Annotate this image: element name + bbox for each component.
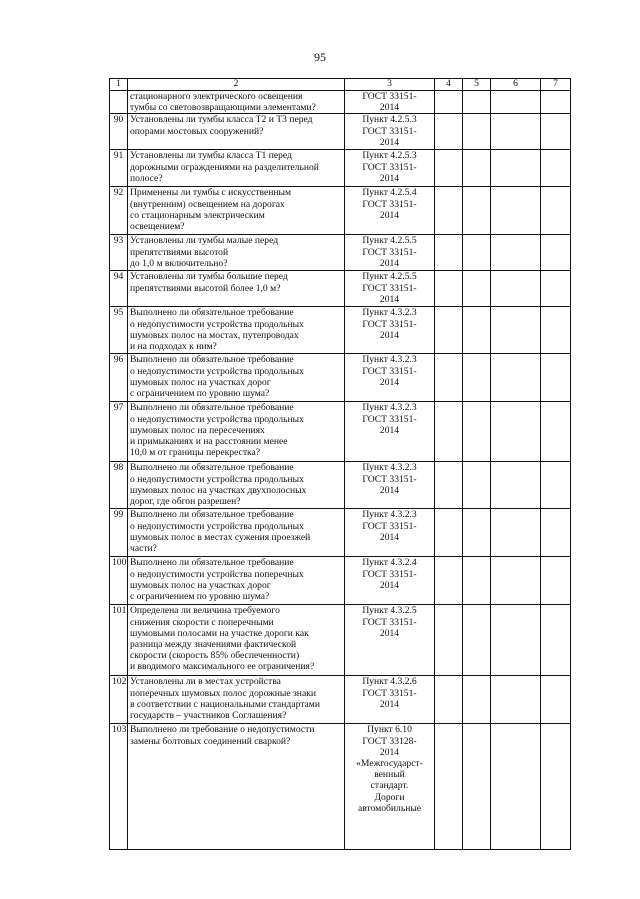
row-number: 98	[110, 462, 128, 509]
row-number	[110, 91, 128, 114]
row-number: 99	[110, 509, 128, 557]
answer-cell	[463, 354, 491, 402]
answer-cell	[541, 271, 571, 307]
header-col-5: 5	[463, 79, 491, 91]
answer-cell	[435, 402, 463, 462]
table-row	[110, 91, 571, 114]
header-col-1: 1	[110, 79, 128, 91]
answer-cell	[491, 676, 541, 724]
row-question: Определена ли величина требуемого снижения скорости с поперечными шумовыми полосами на участке дороги как разница между значениями фактической скорости (скорость 85% обеспеченности) и вводимого максимального ее ограничения?	[128, 605, 345, 676]
row-question: Установлены ли тумбы класса Т2 и Т3 перед опорами мостовых сооружений?	[128, 114, 345, 150]
table-row	[110, 605, 571, 676]
row-reference: Пункт 6.10 ГОСТ 33128- 2014 «Межгосударст- венный стандарт. Дороги автомобильные	[345, 724, 435, 850]
row-number: 94	[110, 271, 128, 307]
answer-cell	[541, 235, 571, 271]
header-col-6: 6	[491, 79, 541, 91]
answer-cell	[463, 557, 491, 605]
row-question: Выполнено ли обязательное требование о недопустимости устройства продольных шумовых полос на участках двухполосных дорог, где обгон разрешен?	[128, 462, 345, 509]
answer-cell	[463, 724, 491, 850]
answer-cell	[491, 605, 541, 676]
row-reference: Пункт 4.2.5.3 ГОСТ 33151- 2014	[345, 114, 435, 150]
row-number: 93	[110, 235, 128, 271]
row-question: Установлены ли в местах устройства поперечных шумовых полос дорожные знаки в соответствии с национальными стандартами государств – участников Соглашения?	[128, 676, 345, 724]
row-question: стационарного электрического освещения тумбы со световозвращающими элементами?	[128, 91, 345, 114]
answer-cell	[491, 402, 541, 462]
answer-cell	[491, 354, 541, 402]
row-question: Установлены ли тумбы класса Т1 перед дорожными ограждениями на разделительной полосе?	[128, 150, 345, 187]
row-question: Установлены ли тумбы малые перед препятствиями высотой до 1,0 м включительно?	[128, 235, 345, 271]
row-number: 92	[110, 187, 128, 235]
answer-cell	[541, 462, 571, 509]
table-row	[110, 462, 571, 509]
row-reference: ГОСТ 33151- 2014	[345, 91, 435, 114]
answer-cell	[435, 307, 463, 354]
row-reference: Пункт 4.3.2.3 ГОСТ 33151- 2014	[345, 402, 435, 462]
table-row	[110, 271, 571, 307]
row-number: 102	[110, 676, 128, 724]
row-question: Выполнено ли обязательное требование о недопустимости устройства продольных шумовых полос в местах сужения проезжей части?	[128, 509, 345, 557]
row-reference: Пункт 4.3.2.3 ГОСТ 33151- 2014	[345, 354, 435, 402]
answer-cell	[491, 91, 541, 114]
answer-cell	[491, 114, 541, 150]
row-number: 101	[110, 605, 128, 676]
answer-cell	[435, 509, 463, 557]
answer-cell	[463, 676, 491, 724]
answer-cell	[491, 307, 541, 354]
row-question: Выполнено ли обязательное требование о недопустимости устройства продольных шумовых полос на мостах, путепроводах и на подходах к ним?	[128, 307, 345, 354]
table-row	[110, 509, 571, 557]
answer-cell	[435, 676, 463, 724]
answer-cell	[491, 271, 541, 307]
row-reference: Пункт 4.3.2.4 ГОСТ 33151- 2014	[345, 557, 435, 605]
answer-cell	[463, 187, 491, 235]
row-question: Выполнено ли обязательное требование о недопустимости устройства продольных шумовых полос на участках дорог с ограничением по уровню шума?	[128, 354, 345, 402]
answer-cell	[491, 235, 541, 271]
row-number: 95	[110, 307, 128, 354]
row-reference: Пункт 4.3.2.6 ГОСТ 33151- 2014	[345, 676, 435, 724]
answer-cell	[541, 724, 571, 850]
answer-cell	[463, 114, 491, 150]
answer-cell	[435, 150, 463, 187]
row-reference: Пункт 4.2.5.5 ГОСТ 33151- 2014	[345, 235, 435, 271]
answer-cell	[491, 509, 541, 557]
answer-cell	[435, 462, 463, 509]
page-number: 95	[314, 50, 326, 64]
answer-cell	[541, 557, 571, 605]
row-question: Установлены ли тумбы большие перед препятствиями высотой более 1,0 м?	[128, 271, 345, 307]
row-reference: Пункт 4.2.5.5 ГОСТ 33151- 2014	[345, 271, 435, 307]
row-reference: Пункт 4.3.2.3 ГОСТ 33151- 2014	[345, 509, 435, 557]
answer-cell	[435, 114, 463, 150]
table-row	[110, 724, 571, 850]
answer-cell	[463, 235, 491, 271]
answer-cell	[541, 676, 571, 724]
answer-cell	[463, 402, 491, 462]
row-question: Применены ли тумбы с искусственным (внутренним) освещением на дорогах со стационарным электрическим освещением?	[128, 187, 345, 235]
row-number: 90	[110, 114, 128, 150]
table-row	[110, 114, 571, 150]
answer-cell	[541, 307, 571, 354]
answer-cell	[541, 509, 571, 557]
answer-cell	[463, 271, 491, 307]
answer-cell	[491, 724, 541, 850]
row-question: Выполнено ли обязательное требование о недопустимости устройства поперечных шумовых полос на участках дорог с ограничением по уровню шума?	[128, 557, 345, 605]
answer-cell	[541, 605, 571, 676]
answer-cell	[435, 354, 463, 402]
header-col-3: 3	[345, 79, 435, 91]
row-reference: Пункт 4.3.2.5 ГОСТ 33151- 2014	[345, 605, 435, 676]
answer-cell	[463, 307, 491, 354]
answer-cell	[463, 605, 491, 676]
answer-cell	[491, 187, 541, 235]
checklist-table	[109, 78, 571, 850]
row-number: 100	[110, 557, 128, 605]
row-number: 91	[110, 150, 128, 187]
header-col-7: 7	[541, 79, 571, 91]
table-row	[110, 235, 571, 271]
row-question: Выполнено ли требование о недопустимости замены болтовых соединений сваркой?	[128, 724, 345, 850]
answer-cell	[541, 354, 571, 402]
row-number: 96	[110, 354, 128, 402]
answer-cell	[491, 462, 541, 509]
table-row	[110, 354, 571, 402]
row-reference: Пункт 4.3.2.3 ГОСТ 33151- 2014	[345, 462, 435, 509]
answer-cell	[541, 114, 571, 150]
row-reference: Пункт 4.2.5.3 ГОСТ 33151- 2014	[345, 150, 435, 187]
row-number: 97	[110, 402, 128, 462]
answer-cell	[435, 605, 463, 676]
row-number: 103	[110, 724, 128, 850]
table-row	[110, 150, 571, 187]
table-row	[110, 676, 571, 724]
answer-cell	[435, 557, 463, 605]
table-row	[110, 187, 571, 235]
answer-cell	[463, 91, 491, 114]
answer-cell	[463, 150, 491, 187]
answer-cell	[435, 187, 463, 235]
answer-cell	[541, 150, 571, 187]
answer-cell	[491, 557, 541, 605]
answer-cell	[463, 509, 491, 557]
row-question: Выполнено ли обязательное требование о недопустимости устройства продольных шумовых полос на пересечениях и примыканиях и на расстоянии менее 10,0 м от границы перекрестка?	[128, 402, 345, 462]
header-col-2: 2	[128, 79, 345, 91]
header-row	[110, 79, 571, 91]
answer-cell	[435, 271, 463, 307]
row-reference: Пункт 4.3.2.3 ГОСТ 33151- 2014	[345, 307, 435, 354]
answer-cell	[435, 235, 463, 271]
row-reference: Пункт 4.2.5.4 ГОСТ 33151- 2014	[345, 187, 435, 235]
answer-cell	[435, 91, 463, 114]
answer-cell	[541, 91, 571, 114]
answer-cell	[541, 402, 571, 462]
table-row	[110, 557, 571, 605]
answer-cell	[463, 462, 491, 509]
answer-cell	[491, 150, 541, 187]
table-row	[110, 402, 571, 462]
answer-cell	[541, 187, 571, 235]
table-row	[110, 307, 571, 354]
answer-cell	[435, 724, 463, 850]
header-col-4: 4	[435, 79, 463, 91]
